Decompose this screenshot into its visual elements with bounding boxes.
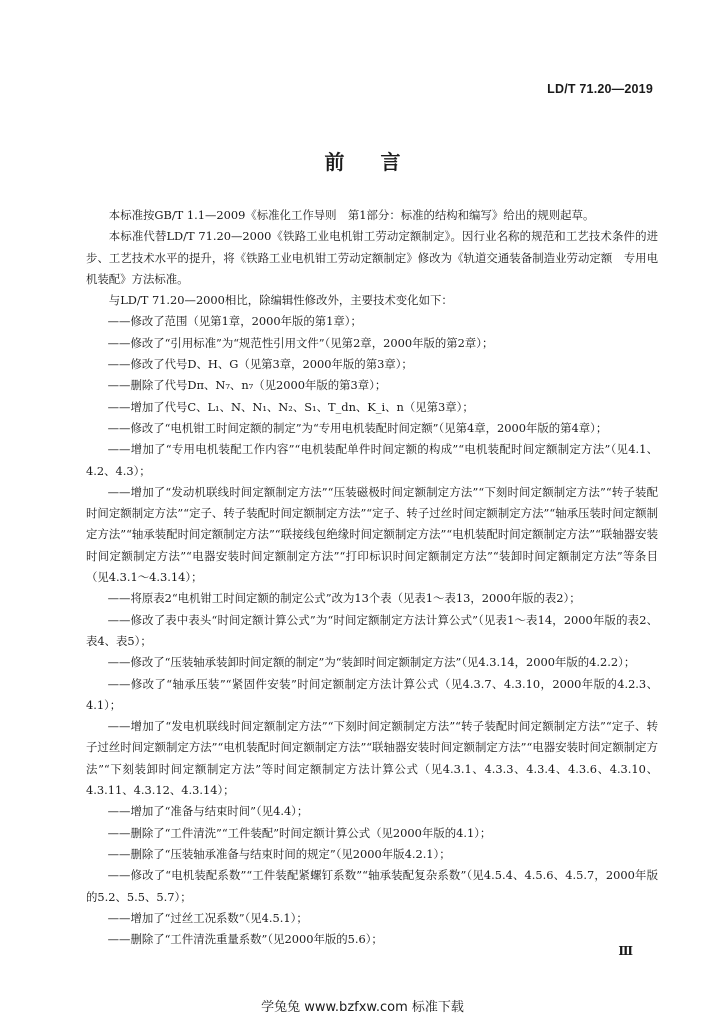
change-item: ——增加了“专用电机装配工作内容”“电机装配单件时间定额的构成”“电机装配时间定额制定方法”（见4.1、4.2、4.3）； — [86, 442, 658, 478]
change-item: ——删除了“工件清洗”“工件装配”时间定额计算公式（见2000年版的4.1）； — [107, 825, 492, 840]
page-title: 前言 — [324, 150, 437, 174]
change-item: ——增加了代号C、L₁、N、N₁、N₂、S₁、T_dn、K_i、n（见第3章）； — [107, 399, 474, 414]
change-item: ——增加了“过丝工况系数”（见4.5.1）； — [107, 910, 308, 925]
change-item: ——增加了“发电机联线时间定额制定方法”“下刻时间定额制定方法”“转子装配时间定额制定方法”“定子、转子过丝时间定额制定方法”“电机装配时间定额制定方法”“联轴器安装时间定额制定方法”“电器安装时间定额制定方法”“下刻装卸时间定额制定方法”等时间定额制定方法计算公式（见4.3.1、4.3.3、4.3.4、4.3.6、4.3.10、4.3.11、4.3.12、4.3.14）； — [86, 719, 658, 798]
change-item: ——增加了“准备与结束时间”（见4.4）； — [107, 804, 309, 819]
watermark-footer: 学兔兔 www.bzfxw.com 标准下载 — [261, 1000, 464, 1015]
change-item: ——修改了代号D、H、G（见第3章，2000年版的第3章）； — [107, 357, 413, 372]
change-item: ——修改了“压装轴承装卸时间定额的制定”为“装卸时间定额制定方法”（见4.3.14，2000年版的4.2.2）； — [107, 655, 636, 670]
change-item: ——修改了表中表头“时间定额计算公式”为“时间定额制定方法计算公式”（见表1～表14，2000年版的表2、表4、表5）； — [86, 612, 658, 648]
paragraph: 本标准代替LD/T 71.20—2000《铁路工业电机钳工劳动定额制定》。因行业名称的规范和工艺技术条件的进步、工艺技术水平的提升，将《铁路工业电机钳工劳动定额制定》修改为《轨道交通装备制造业劳动定额 专用电机装配》方法标准。 — [86, 229, 658, 286]
change-item: ——删除了代号Dπ、N₇、n₇（见2000年版的第3章）； — [107, 378, 387, 393]
change-item: ——修改了“引用标准”为“规范性引用文件”（见第2章，2000年版的第2章）； — [107, 335, 494, 350]
change-item: ——修改了“电机装配系数”“工件装配紧螺钉系数”“轴承装配复杂系数”（见4.5.4、4.5.6、4.5.7，2000年版的5.2、5.5、5.7）； — [86, 868, 658, 904]
change-item: ——删除了“工件清洗重量系数”（见2000年版的5.6）； — [107, 932, 383, 947]
paragraph: 本标准按GB/T 1.1—2009《标准化工作导则 第1部分：标准的结构和编写》给出的规则起草。 — [108, 208, 595, 222]
change-item: ——增加了“发动机联线时间定额制定方法”“压装磁极时间定额制定方法”“下刻时间定额制定方法”“转子装配时间定额制定方法”“定子、转子装配时间定额制定方法”“定子、转子过丝时间定额制定方法”“轴承压装时间定额制定方法”“轴承装配时间定额制定方法”“联接线包绝缘时间定额制定方法”“电机装配时间定额制定方法”“联轴器安装时间定额制定方法”“电器安装时间定额制定方法”“打印标识时间定额制定方法”“装卸时间定额制定方法”等条目（见4.3.1～4.3.14）； — [86, 484, 658, 585]
paragraph: 与LD/T 71.20—2000相比，除编辑性修改外，主要技术变化如下： — [108, 293, 453, 308]
preface-body — [86, 205, 658, 950]
change-item: ——修改了“电机钳工时间定额的制定”为“专用电机装配时间定额”（见第4章，2000年版的第4章）； — [107, 420, 608, 435]
change-item: ——将原表2“电机钳工时间定额的制定公式”改为13个表（见表1～表13，2000年版的表2）； — [107, 591, 581, 606]
document-code: LD/T 71.20—2019 — [547, 82, 653, 96]
change-item: ——修改了范围（见第1章，2000年版的第1章）； — [107, 314, 362, 329]
page-number: Ⅲ — [618, 944, 633, 958]
change-item: ——删除了“压装轴承准备与结束时间的规定”（见2000年版4.2.1）； — [107, 846, 451, 861]
change-item: ——修改了“轴承压装”“紧固件安装”时间定额制定方法计算公式（见4.3.7、4.3.10，2000年版的4.2.3、4.1）； — [86, 676, 658, 712]
